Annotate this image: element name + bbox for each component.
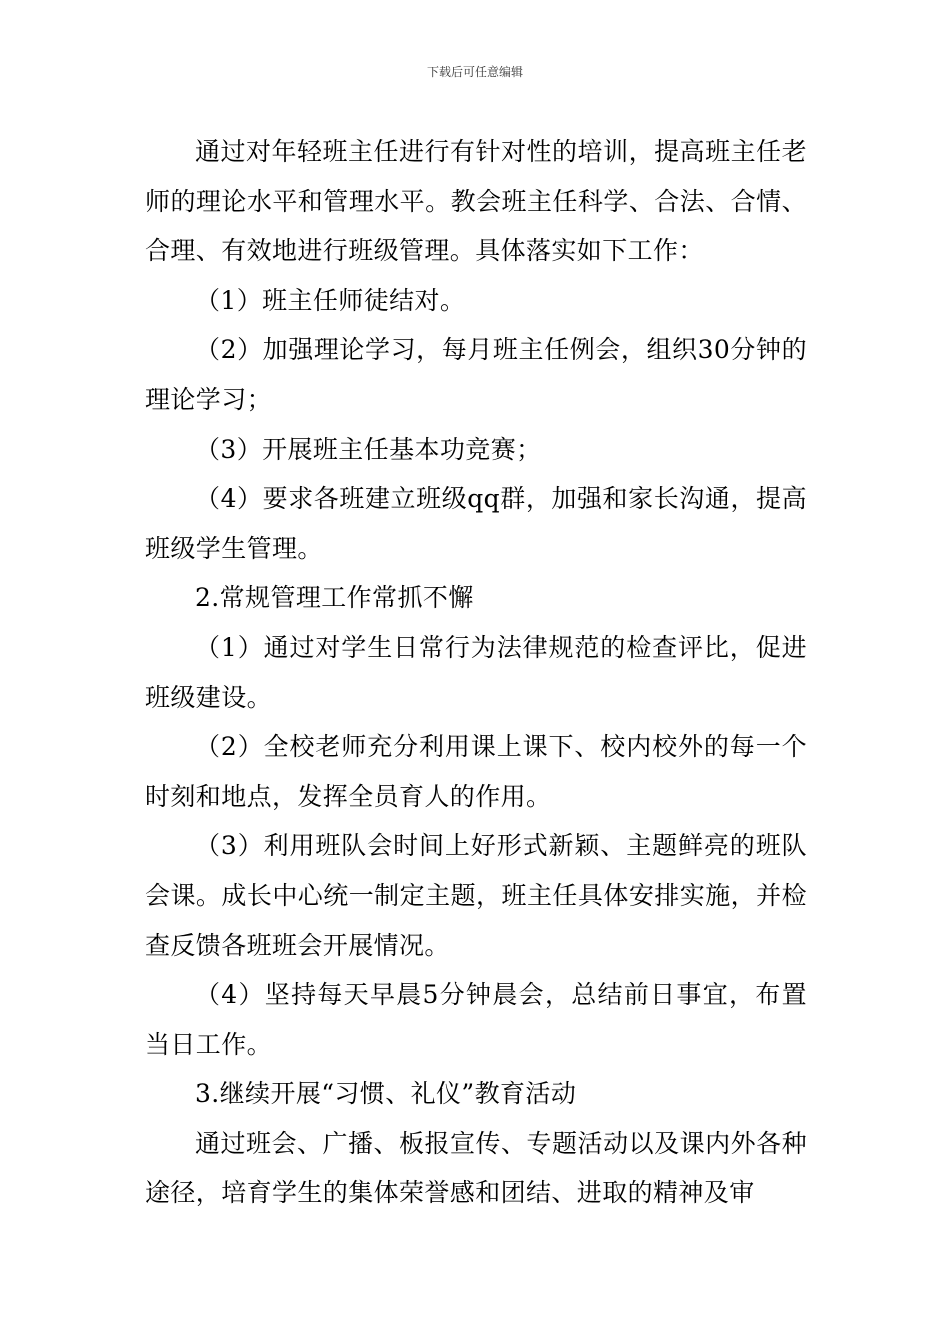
list-item-qq-group: （4）要求各班建立班级qq群，加强和家长沟通，提高班级学生管理。 [145, 484, 807, 563]
paragraph-training-intro: 通过对年轻班主任进行有针对性的培训，提高班主任老师的理论水平和管理水平。教会班主任科学、合法、合情、合理、有效地进行班级管理。具体落实如下工作： [145, 137, 807, 266]
list-item-class-meetings: （3）利用班队会时间上好形式新颖、主题鲜亮的班队会课。成长中心统一制定主题，班主任具体安排实施，并检查反馈各班班会开展情况。 [145, 831, 807, 960]
paragraph-habits-description: 通过班会、广播、板报宣传、专题活动以及课内外各种途径，培育学生的集体荣誉感和团结、进取的精神及审 [145, 1128, 807, 1208]
list-item-skills-contest: （3）开展班主任基本功竞赛； [195, 434, 542, 464]
list-item-all-staff-education: （2）全校老师充分利用课上课下、校内校外的每一个时刻和地点，发挥全员育人的作用。 [145, 732, 807, 811]
page-header: 下载后可任意编辑 [426, 65, 523, 79]
list-item-theory-study: （2）加强理论学习，每月班主任例会，组织30分钟的理论学习； [145, 335, 807, 414]
document-body [145, 127, 807, 1218]
section-heading-routine-management: 2.常规管理工作常抓不懈 [195, 583, 474, 613]
list-item-behavior-inspection: （1）通过对学生日常行为法律规范的检查评比，促进班级建设。 [145, 632, 807, 712]
list-item-mentor-pairing: （1）班主任师徒结对。 [195, 285, 466, 315]
list-item-morning-meeting: （4）坚持每天早晨5分钟晨会，总结前日事宜，布置当日工作。 [145, 980, 807, 1059]
section-heading-habits-etiquette: 3.继续开展“习惯、礼仪”教育活动 [195, 1079, 577, 1109]
